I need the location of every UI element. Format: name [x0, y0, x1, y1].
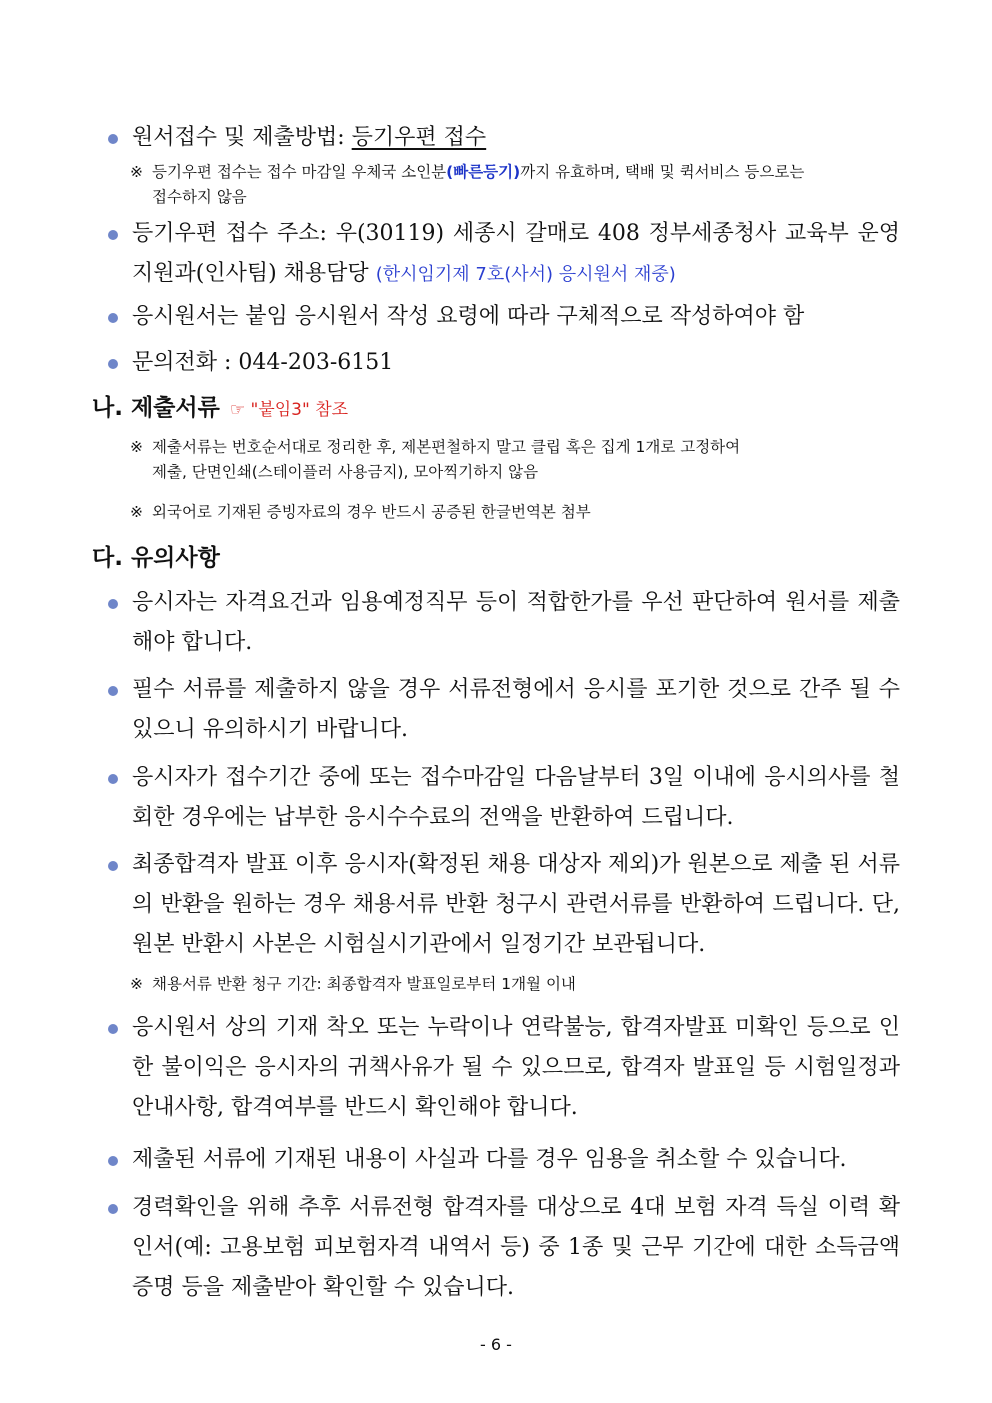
note-registered-mail: ※ 등기우편 접수는 접수 마감일 우체국 소인분(빠른등기)까지 유효하며, 택배 및 퀵서비스 등으로는 접수하지 않음: [130, 163, 805, 206]
bullet-dot-icon: [108, 313, 118, 323]
bullet-precaution-5: 응시원서 상의 기재 착오 또는 누락이나 연락불능, 합격자발표 미확인 등으로 인한 불이익은 응시자의 귀책사유가 될 수 있으므로, 합격자 발표일 등 시험일정과 안내사항, 합격여부를 반드시 확인해야 합니다.: [108, 1008, 900, 1128]
bullet-precaution-3: 응시자가 접수기간 중에 또는 접수마감일 다음날부터 3일 이내에 응시의사를 철회한 경우에는 납부한 응시수수료의 전액을 반환하여 드립니다.: [108, 758, 900, 838]
bullet-precaution-6: 제출된 서류에 기재된 내용이 사실과 다를 경우 임용을 취소할 수 있습니다.: [108, 1140, 900, 1180]
bullet-dot-icon: [108, 134, 118, 144]
bullet-mail-address: 등기우편 접수 주소: 우(30119) 세종시 갈매로 408 정부세종청사 교육부 운영지원과(인사팀) 채용담당 (한시임기제 7호(사서) 응시원서 재중): [108, 214, 900, 295]
bullet-contact-phone: 문의전화 : 044-203-6151: [108, 343, 900, 383]
address-note-blue: (한시임기제 7호(사서) 응시원서 재중): [375, 264, 676, 285]
attachment-reference: ☞ "붙임3" 참조: [229, 400, 349, 420]
bullet-dot-icon: [108, 1156, 118, 1166]
bullet-dot-icon: [108, 359, 118, 369]
bullet-precaution-7: 경력확인을 위해 추후 서류전형 합격자를 대상으로 4대 보험 자격 득실 이력 확인서(예: 고용보험 피보험자격 내역서 등) 중 1종 및 근무 기간에 대한 소득금액증명 등을 제출받아 확인할 수 있습니다.: [108, 1188, 900, 1308]
bullet-dot-icon: [108, 599, 118, 609]
page-number: - 6 -: [480, 1335, 512, 1354]
highlight-express-mail: (빠른등기): [446, 163, 521, 181]
bullet-dot-icon: [108, 686, 118, 696]
bullet-dot-icon: [108, 230, 118, 240]
note-return-period: ※ 채용서류 반환 청구 기간: 최종합격자 발표일로부터 1개월 이내: [130, 975, 576, 993]
section-heading-documents: 나. 제출서류 ☞ "붙임3" 참조: [92, 395, 349, 421]
bullet-precaution-4: 최종합격자 발표 이후 응시자(확정된 채용 대상자 제외)가 원본으로 제출 된 서류의 반환을 원하는 경우 채용서류 반환 청구시 관련서류를 반환하여 드립니다. 단, 원본 반환시 사본은 시험실시기관에서 일정기간 보관됩니다.: [108, 845, 900, 965]
note-translation: ※ 외국어로 기재된 증빙자료의 경우 반드시 공증된 한글번역본 첨부: [130, 503, 591, 521]
bullet-dot-icon: [108, 1024, 118, 1034]
bullet-precaution-2: 필수 서류를 제출하지 않을 경우 서류전형에서 응시를 포기한 것으로 간주 될 수 있으니 유의하시기 바랍니다.: [108, 670, 900, 750]
bullet-precaution-1: 응시자는 자격요건과 임용예정직무 등이 적합한가를 우선 판단하여 원서를 제출해야 합니다.: [108, 583, 900, 663]
section-heading-precautions: 다. 유의사항: [92, 545, 220, 571]
bullet-submission-method: 원서접수 및 제출방법: 등기우편 접수: [108, 118, 900, 158]
note-document-order: ※ 제출서류는 번호순서대로 정리한 후, 제본편철하지 말고 클립 혹은 집게 1개로 고정하여 제출, 단면인쇄(스테이플러 사용금지), 모아찍기하지 않음: [130, 438, 741, 481]
bullet-dot-icon: [108, 1204, 118, 1214]
bullet-application-form: 응시원서는 붙임 응시원서 작성 요령에 따라 구체적으로 작성하여야 함: [108, 297, 900, 337]
bullet-dot-icon: [108, 774, 118, 784]
bullet-dot-icon: [108, 861, 118, 871]
underlined-registered-mail: 등기우편 접수: [351, 125, 487, 150]
